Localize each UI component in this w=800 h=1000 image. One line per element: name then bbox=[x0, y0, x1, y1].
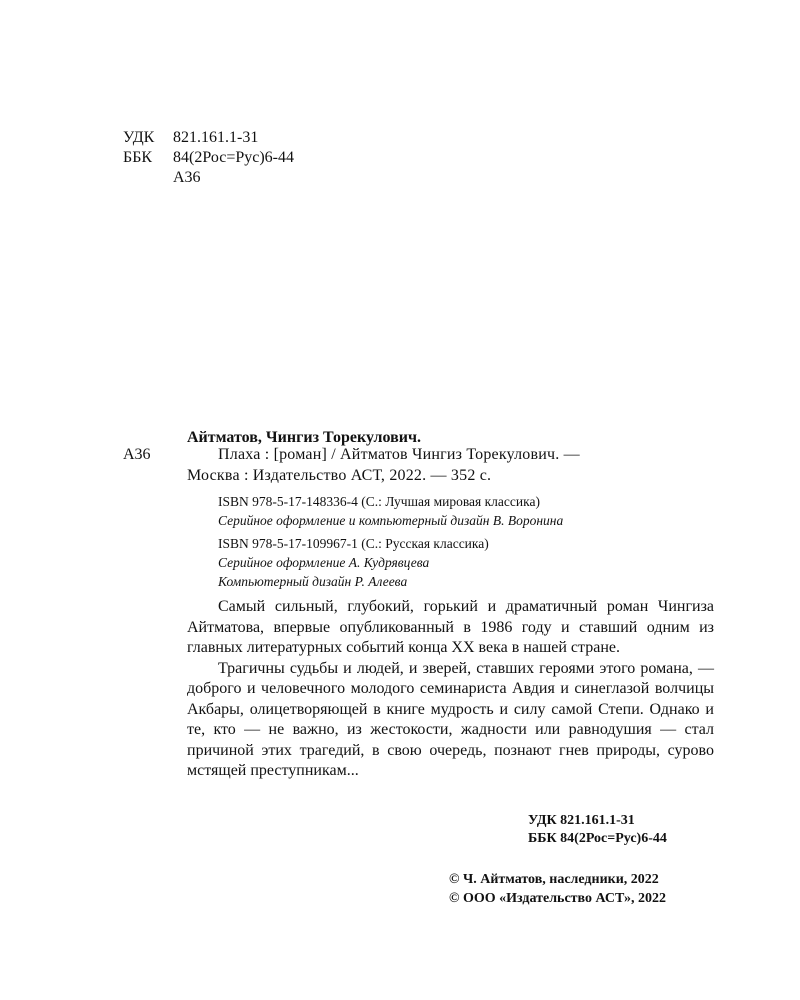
bbk-label: ББК bbox=[123, 149, 153, 166]
copyright-line-2: © ООО «Издательство АСТ», 2022 bbox=[449, 891, 667, 906]
isbn-1: ISBN 978-5-17-148336-4 (С.: Лучшая мировая классика) bbox=[218, 494, 540, 509]
isbn-2-credit-2: Компьютерный дизайн Р. Алеева bbox=[218, 574, 408, 589]
udk-label: УДК bbox=[123, 129, 155, 146]
annotation-paragraph-1: Самый сильный, глубокий, горький и драматичный роман Чингиза Айтматова, впервые опубликованный в 1986 году и ставший одним из главных литературных событий конца XX века в нашей стране. bbox=[187, 598, 714, 656]
copyright-block bbox=[449, 870, 666, 908]
copyright-line-1: © Ч. Айтматов, наследники, 2022 bbox=[449, 872, 659, 887]
bbk-row bbox=[123, 148, 294, 168]
isbn-block-2 bbox=[218, 534, 489, 591]
publication-line: Москва : Издательство АСТ, 2022. — 352 с. bbox=[187, 467, 492, 484]
author-code-top: А36 bbox=[173, 169, 201, 186]
bottom-udk: УДК 821.161.1-31 bbox=[528, 813, 635, 828]
classification-codes-top bbox=[123, 128, 294, 188]
isbn-2-credit-1: Серийное оформление А. Кудрявцева bbox=[218, 555, 430, 570]
bbk-value: 84(2Рос=Рус)6-44 bbox=[173, 149, 295, 166]
udk-row bbox=[123, 128, 294, 148]
udk-value: 821.161.1-31 bbox=[173, 129, 259, 146]
isbn-block-1 bbox=[218, 492, 563, 530]
annotation-paragraph-2: Трагичны судьбы и людей, и зверей, ставших героями этого романа, — доброго и человечного молодого семинариста Авдия и синеглазой волчицы Акбары, олицетворяющей в книге мудрость и силу самой Степи. Однако и те, кто — не важно, из жестокости, жадности или равнодушия — стал причиной этих трагедий, в свою очередь, познают гнев природы, сурово мстящей преступникам... bbox=[187, 659, 714, 779]
isbn-1-credit: Серийное оформление и компьютерный дизайн В. Воронина bbox=[218, 513, 564, 528]
bottom-bbk: ББК 84(2Рос=Рус)6-44 bbox=[528, 831, 667, 846]
isbn-2: ISBN 978-5-17-109967-1 (С.: Русская классика) bbox=[218, 536, 489, 551]
annotation bbox=[187, 597, 714, 782]
author-heading: Айтматов, Чингиз Торекулович. bbox=[187, 429, 421, 446]
classification-codes-bottom bbox=[528, 812, 667, 848]
title-line: Плаха : [роман] / Айтматов Чингиз Торекулович. — bbox=[218, 446, 580, 463]
author-code-side: А36 bbox=[123, 446, 151, 463]
